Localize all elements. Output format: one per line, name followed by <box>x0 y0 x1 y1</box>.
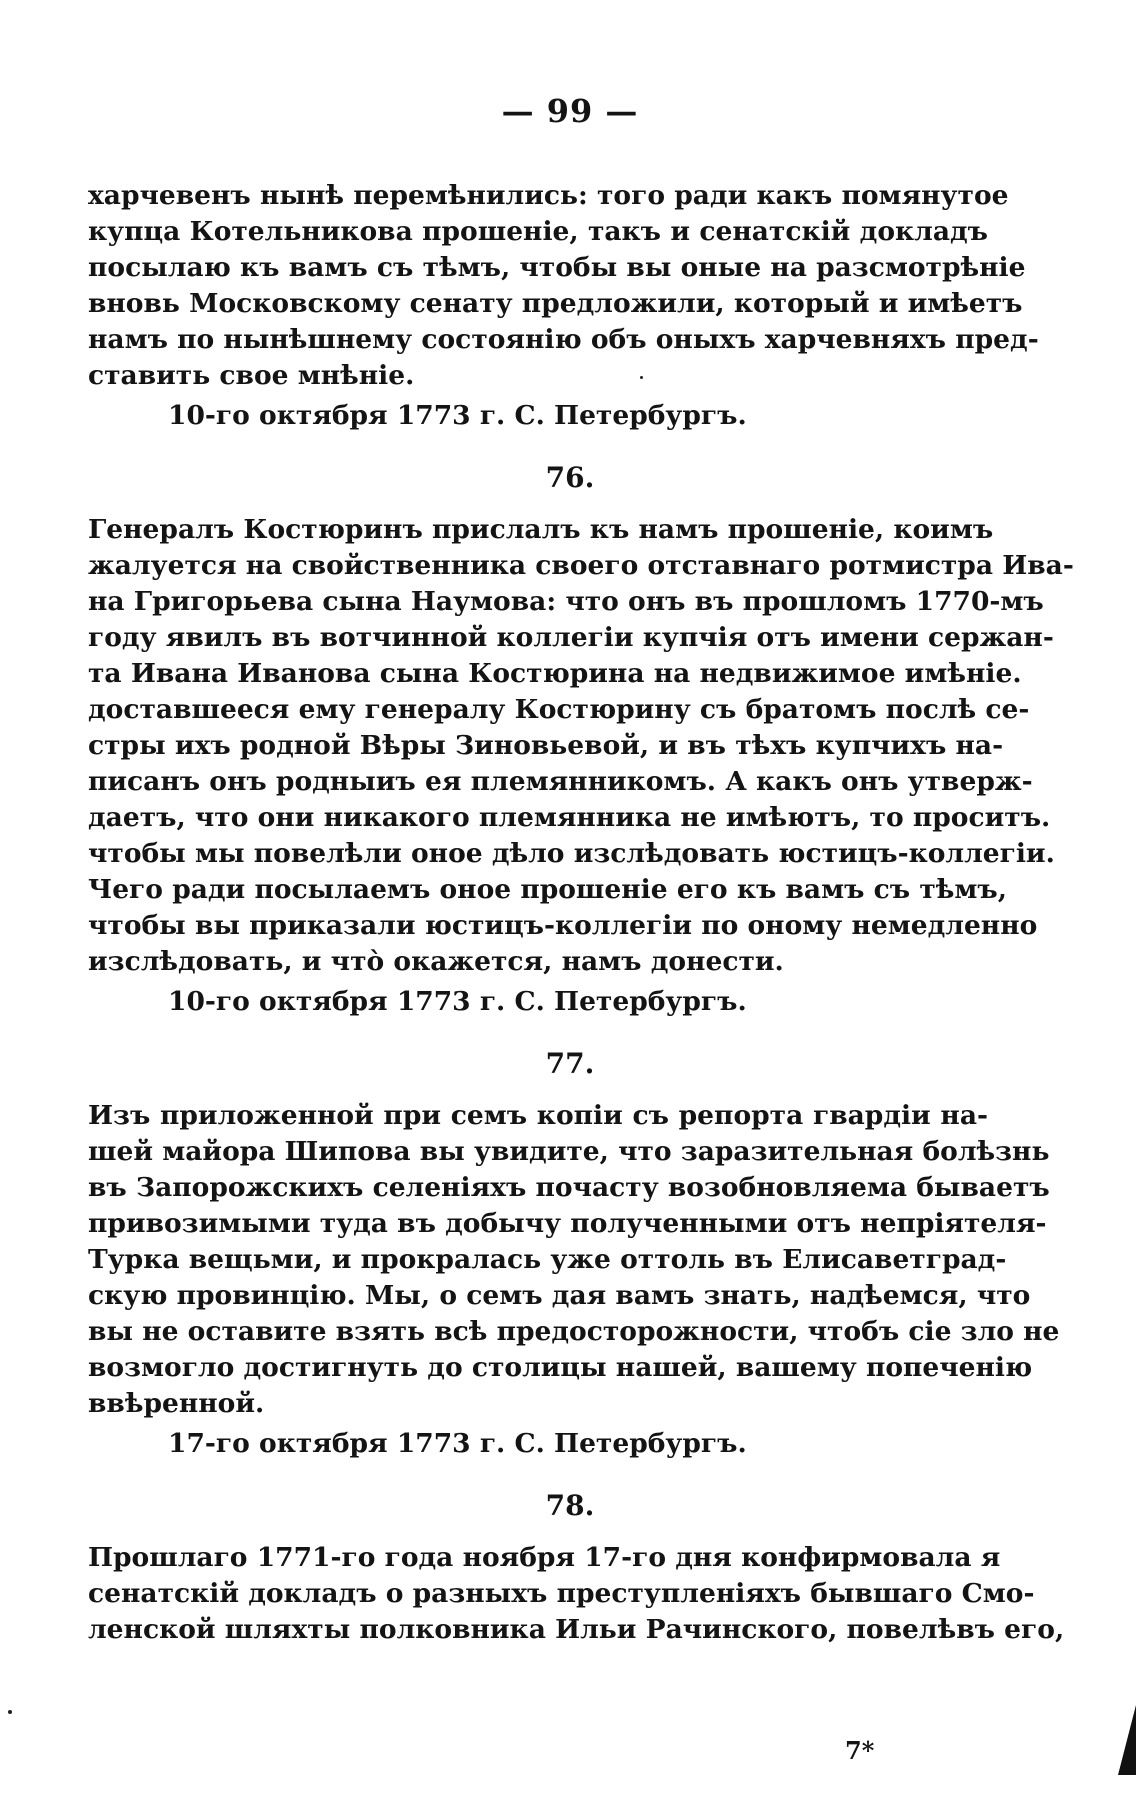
text-line: харчевенъ нынѣ перемѣнились: того ради какъ помянутое <box>88 180 1009 211</box>
text-line: изслѣдовать, и что̀ окажется, намъ донести. <box>88 946 784 977</box>
section-number: 77. <box>545 1047 595 1080</box>
text-line: привозимыми туда въ добычу полученными отъ непріятеля- <box>88 1208 1047 1239</box>
text-line: посылаю къ вамъ съ тѣмъ, чтобы вы оные на разсмотрѣніе <box>88 252 1026 283</box>
date-line: 10-го октября 1773 г. С. Петербургъ. <box>168 986 747 1017</box>
page-number: — 99 — <box>501 92 639 130</box>
text-line: Турка вещьми, и прокралась уже оттоль въ Елисаветград- <box>88 1244 1007 1275</box>
text-line: доставшееся ему генералу Костюрину съ братомъ послѣ се- <box>88 694 1030 725</box>
text-line: сенатскій докладъ о разныхъ преступленіяхъ бывшаго Смо- <box>88 1578 1035 1609</box>
text-line: намъ по нынѣшнему состоянію объ оныхъ харчевняхъ пред- <box>88 324 1039 355</box>
text-line: Генералъ Костюринъ прислалъ къ намъ прошеніе, коимъ <box>88 514 994 545</box>
text-line: возмогло достигнуть до столицы нашей, вашему попеченію <box>88 1352 1033 1383</box>
date-line: 10-го октября 1773 г. С. Петербургъ. <box>168 400 747 431</box>
text-line: въ Запорожскихъ селеніяхъ почасту возобновляема бываетъ <box>88 1172 1050 1203</box>
scan-edge-mark <box>1118 1705 1136 1775</box>
scan-speck <box>640 376 643 379</box>
text-line: шей майора Шипова вы увидите, что заразительная болѣзнь <box>88 1136 1050 1167</box>
text-line: стры ихъ родной Вѣры Зиновьевой, и въ тѣхъ купчихъ на- <box>88 730 1004 761</box>
text-line: на Григорьева сына Наумова: что онъ въ прошломъ 1770-мъ <box>88 586 1044 617</box>
scan-speck <box>8 1710 12 1714</box>
section-number: 78. <box>545 1489 595 1522</box>
text-line: ввѣренной. <box>88 1388 265 1419</box>
text-line: Изъ приложенной при семъ копіи съ репорта гвардіи на- <box>88 1100 988 1131</box>
text-line: та Ивана Иванова сына Костюрина на недвижимое имѣніе. <box>88 658 1022 689</box>
text-line: чтобы вы приказали юстицъ-коллегіи по оному немедленно <box>88 910 1038 941</box>
text-line: Прошлаго 1771-го года ноября 17-го дня конфирмовала я <box>88 1542 1001 1573</box>
text-line: даетъ, что они никакого племянника не имѣютъ, то проситъ. <box>88 802 1051 833</box>
section-number: 76. <box>545 461 595 494</box>
text-line: чтобы мы повелѣли оное дѣло изслѣдовать юстицъ-коллегіи. <box>88 838 1055 869</box>
signature-mark: 7* <box>845 1736 875 1765</box>
text-line: писанъ онъ родныиъ ея племянникомъ. А какъ онъ утверж- <box>88 766 1033 797</box>
text-line: году явилъ въ вотчинной коллегіи купчія отъ имени сержан- <box>88 622 1054 653</box>
text-line: скую провинцію. Мы, о семъ дая вамъ знать, надѣемся, что <box>88 1280 1031 1311</box>
text-line: жалуется на свойственника своего отставнаго ротмистра Ива- <box>88 550 1074 581</box>
date-line: 17-го октября 1773 г. С. Петербургъ. <box>168 1428 747 1459</box>
text-line: вновь Московскому сенату предложили, который и имѣетъ <box>88 288 1023 319</box>
text-line: ставить свое мнѣніе. <box>88 360 415 391</box>
text-line: Чего ради посылаемъ оное прошеніе его къ вамъ съ тѣмъ, <box>88 874 1007 905</box>
text-line: купца Котельникова прошеніе, такъ и сенатскій докладъ <box>88 216 988 247</box>
text-line: вы не оставите взять всѣ предосторожности, чтобъ сіе зло не <box>88 1316 1060 1347</box>
text-line: ленской шляхты полковника Ильи Рачинского, повелѣвъ его, <box>88 1614 1065 1645</box>
